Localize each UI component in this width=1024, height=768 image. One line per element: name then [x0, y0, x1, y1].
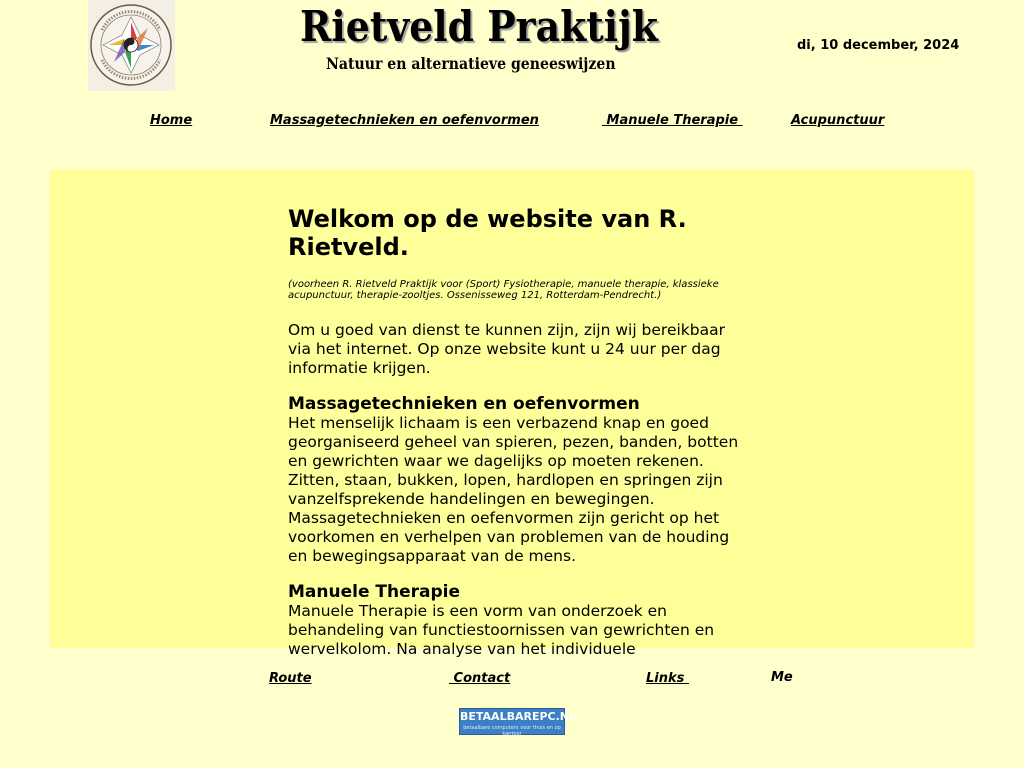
nav-acupunctuur-link[interactable]: Acupunctuur [791, 113, 885, 128]
organization-seal-logo [88, 0, 175, 91]
section-heading: Manuele Therapie [288, 582, 461, 602]
nav-contact-link[interactable]: Contact [449, 671, 511, 686]
nav-clipped-label: Me [771, 670, 793, 685]
current-date: di, 10 december, 2024 [797, 38, 960, 53]
former-practice-note: (voorheen R. Rietveld Praktijk voor (Sport) Fysiotherapie, manuele therapie, klassieke acupunctuur, therapie-zooltjes. Ossenisseweg 121, Rotterdam-Pendrecht.) [288, 279, 719, 301]
section-manuele-therapie [288, 582, 740, 659]
nav-route-link[interactable]: Route [269, 671, 312, 686]
welcome-heading: Welkom op de website van R. Rietveld. [288, 205, 687, 261]
site-title: Rietveld Praktijk [300, 2, 658, 51]
intro-paragraph: Om u goed van dienst te kunnen zijn, zijn wij bereikbaar via het internet. Op onze website kunt u 24 uur per dag informatie krijgen. [288, 321, 725, 377]
section-text: Manuele Therapie is een vorm van onderzoek en behandeling van functiestoornissen van gewrichten en wervelkolom. Na analyse van het individuele [288, 602, 715, 658]
section-heading: Massagetechnieken en oefenvormen [288, 394, 640, 414]
banner-title: BETAALBAREPC.NL [460, 710, 576, 723]
sponsor-banner[interactable] [459, 708, 576, 737]
nav-massage-link[interactable]: Massagetechnieken en oefenvormen [270, 113, 539, 128]
nav-manuele-therapie-link[interactable]: Manuele Therapie [602, 113, 743, 128]
section-massage [288, 394, 740, 566]
nav-clipped-item[interactable] [771, 670, 793, 688]
content-scroll-area[interactable] [288, 205, 740, 658]
nav-home-link[interactable]: Home [150, 113, 193, 128]
banner-subtitle: betaalbare computers voor thuis en op kantoor [463, 725, 561, 737]
nav-links-link[interactable]: Links [646, 671, 689, 686]
section-text: Het menselijk lichaam is een verbazend knap en goed georganiseerd geheel van spieren, pezen, banden, botten en gewrichten waar we dagelijks op moeten rekenen. Zitten, staan, bukken, lopen, hardlopen en springen zijn vanzelfsprekende handelingen en bewegingen. Massagetechnieken en oefenvormen zijn gericht op het voorkomen en verhelpen van problemen van de houding en bewegingsapparaat van de mens. [288, 414, 739, 565]
site-subtitle: Natuur en alternatieve geneeswijzen [326, 54, 616, 73]
